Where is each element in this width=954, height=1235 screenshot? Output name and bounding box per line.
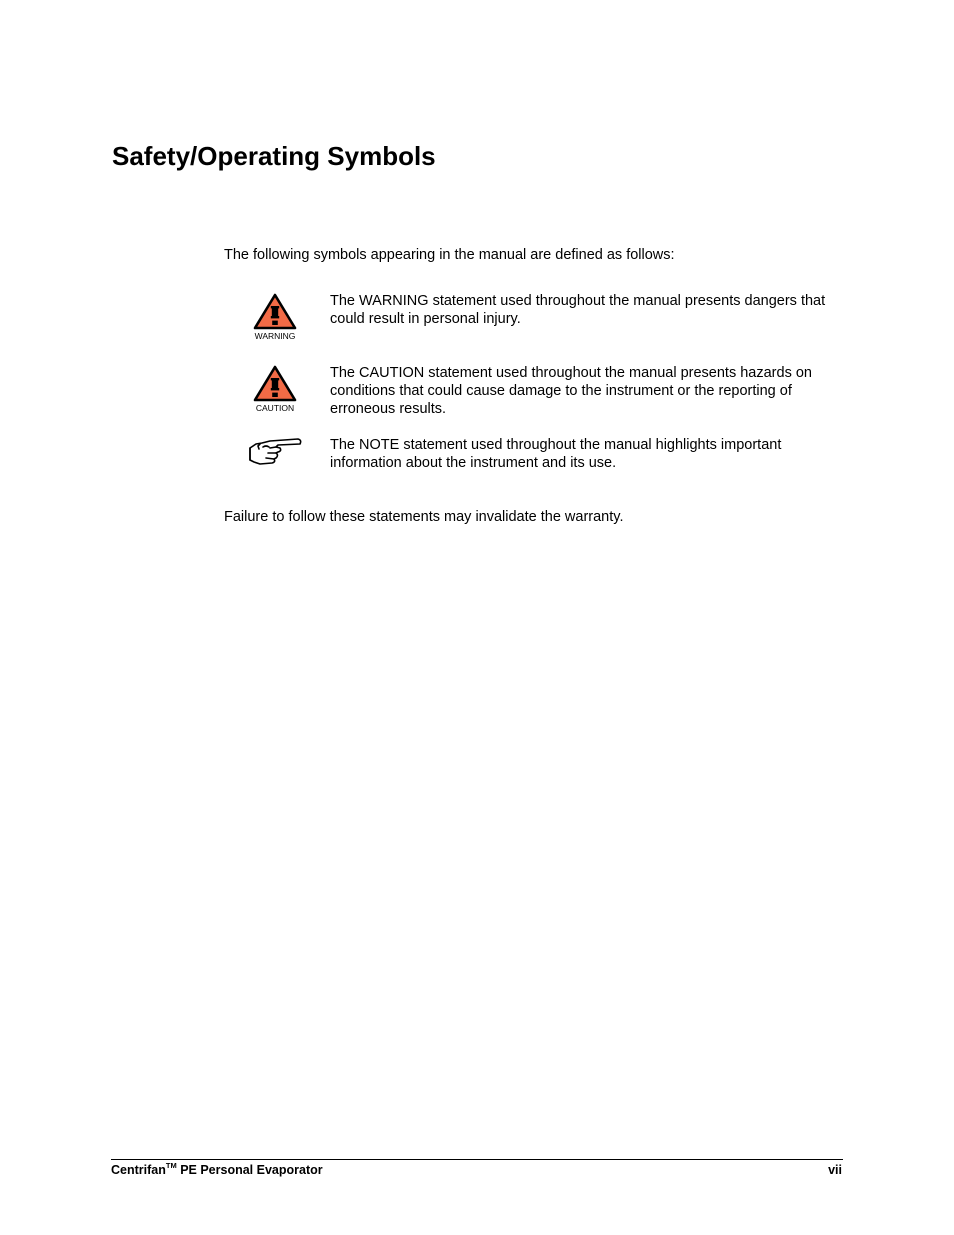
caution-triangle-icon: [246, 364, 306, 421]
note-symbol-row: [224, 436, 854, 476]
footer-product-base: Centrifan: [111, 1163, 166, 1177]
warning-description: The WARNING statement used throughout the manual presents dangers that could result in personal injury.: [330, 293, 826, 327]
caution-description: The CAUTION statement used throughout the manual presents hazards on conditions that could cause damage to the instrument or the reporting of erroneous results.: [330, 365, 812, 417]
warning-symbol-row: [224, 292, 854, 348]
page-title: Safety/Operating Symbols: [112, 141, 436, 171]
caution-icon-label: CAUTION: [255, 403, 295, 413]
warning-icon-label: WARNING: [254, 331, 296, 341]
footer-divider: [111, 1159, 843, 1160]
caution-symbol-row: [224, 364, 854, 420]
trademark-superscript: TM: [165, 1160, 177, 1170]
footer-page-number: vii: [828, 1163, 842, 1177]
pointing-hand-icon: [246, 436, 306, 473]
footer-product-name: [111, 1162, 323, 1178]
closing-text: Failure to follow these statements may invalidate the warranty.: [224, 509, 624, 525]
intro-text: The following symbols appearing in the manual are defined as follows:: [224, 247, 675, 263]
note-description: The NOTE statement used throughout the manual highlights important information about the instrument and its use.: [330, 437, 782, 471]
footer-product-suffix: PE Personal Evaporator: [176, 1163, 323, 1177]
warning-triangle-icon: [246, 292, 306, 349]
